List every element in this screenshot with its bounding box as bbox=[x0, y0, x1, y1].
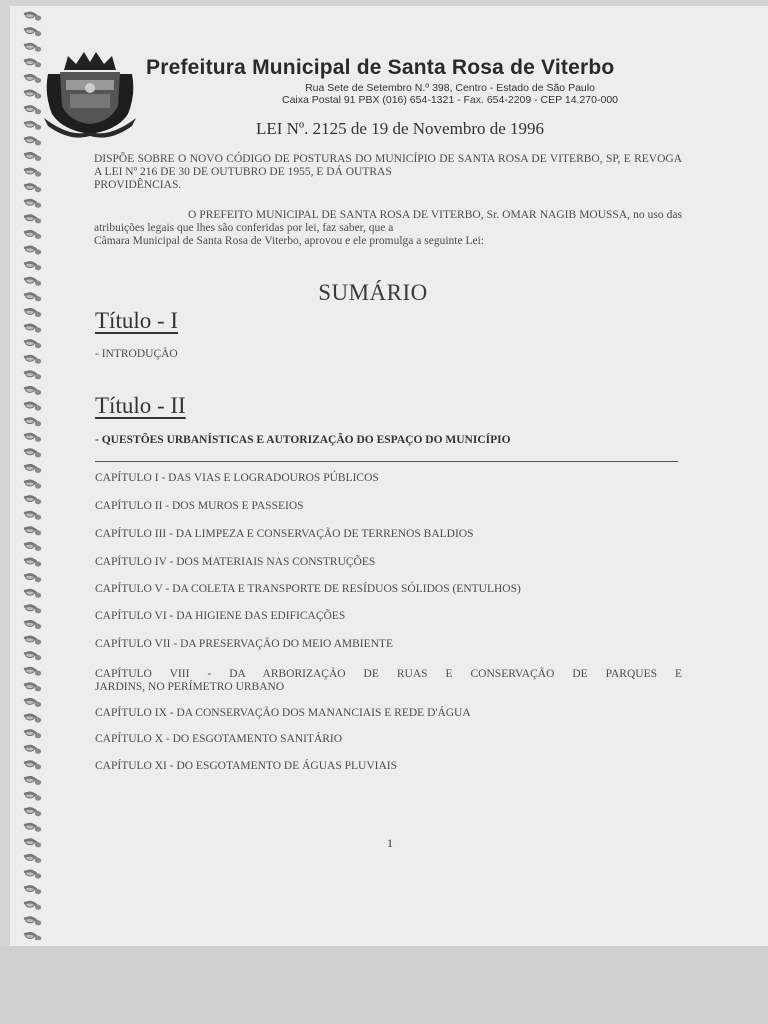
spiral-ring bbox=[24, 308, 41, 317]
spiral-ring bbox=[24, 418, 41, 427]
spiral-ring bbox=[24, 137, 41, 146]
spiral-ring bbox=[24, 402, 41, 411]
spiral-ring bbox=[24, 464, 41, 473]
spiral-ring bbox=[24, 667, 41, 676]
spiral-ring bbox=[24, 12, 41, 21]
spiral-binding bbox=[0, 0, 60, 940]
spiral-ring bbox=[24, 371, 41, 380]
spiral-ring bbox=[24, 293, 41, 302]
spiral-ring bbox=[24, 90, 41, 99]
promulgation-line: O PREFEITO MUNICIPAL DE SANTA ROSA DE VITERBO, Sr. OMAR NAGIB MOUSSA, no uso das atribuições legais que lhes são conferidas por lei, faz saber, que a bbox=[94, 209, 682, 234]
page-number: 1 bbox=[387, 836, 393, 850]
spiral-ring bbox=[24, 340, 41, 349]
titulo-2-subtitle: - QUESTÕES URBANÍSTICAS E AUTORIZAÇÃO DO ESPAÇO DO MUNICÍPIO bbox=[95, 434, 511, 446]
spiral-ring bbox=[24, 605, 41, 614]
ementa-line: PROVIDÊNCIAS. bbox=[94, 179, 182, 191]
spiral-ring bbox=[24, 917, 41, 926]
spiral-ring bbox=[24, 854, 41, 863]
spiral-ring bbox=[24, 449, 41, 458]
spiral-ring bbox=[24, 433, 41, 442]
spiral-ring bbox=[24, 168, 41, 177]
header-title: Prefeitura Municipal de Santa Rosa de Viterbo bbox=[146, 56, 615, 79]
ementa-paragraph bbox=[94, 153, 682, 192]
spiral-ring bbox=[24, 230, 41, 239]
chapter-item: CAPÍTULO VII - DA PRESERVAÇÃO DO MEIO AMBIENTE bbox=[95, 638, 393, 650]
spiral-ring bbox=[24, 839, 41, 848]
spiral-ring bbox=[24, 355, 41, 364]
spiral-ring bbox=[24, 636, 41, 645]
municipal-seal-logo bbox=[40, 44, 140, 138]
spiral-ring bbox=[24, 589, 41, 598]
chapter-item: CAPÍTULO X - DO ESGOTAMENTO SANITÁRIO bbox=[95, 733, 343, 745]
titulo-1-item: - INTRODUÇÃO bbox=[95, 348, 178, 360]
spiral-ring bbox=[24, 886, 41, 895]
spiral-ring bbox=[24, 714, 41, 723]
spiral-ring bbox=[24, 59, 41, 68]
spiral-ring bbox=[24, 574, 41, 583]
spiral-ring bbox=[24, 28, 41, 37]
chapter-item: CAPÍTULO V - DA COLETA E TRANSPORTE DE RESÍDUOS SÓLIDOS (ENTULHOS) bbox=[95, 583, 521, 595]
law-title: LEI Nº. 2125 de 19 de Novembro de 1996 bbox=[255, 119, 545, 138]
spiral-ring bbox=[24, 199, 41, 208]
spiral-ring bbox=[24, 901, 41, 910]
chapter-item: CAPÍTULO I - DAS VIAS E LOGRADOUROS PÚBLICOS bbox=[95, 472, 379, 484]
spiral-ring bbox=[24, 106, 41, 115]
spiral-ring bbox=[24, 496, 41, 505]
chapter-item: CAPÍTULO IV - DOS MATERIAIS NAS CONSTRUÇÕES bbox=[95, 556, 376, 568]
spiral-ring bbox=[24, 776, 41, 785]
chapter-item bbox=[95, 668, 682, 694]
spiral-ring bbox=[24, 121, 41, 130]
scanner-background bbox=[0, 946, 768, 1024]
promulgation-paragraph bbox=[94, 209, 682, 248]
divider bbox=[95, 461, 678, 462]
spiral-ring bbox=[24, 184, 41, 193]
spiral-ring bbox=[24, 761, 41, 770]
spiral-ring bbox=[24, 542, 41, 551]
spiral-ring bbox=[24, 932, 41, 940]
chapter-item: CAPÍTULO II - DOS MUROS E PASSEIOS bbox=[95, 500, 304, 512]
spiral-ring bbox=[24, 652, 41, 661]
titulo-2-heading: Título - II bbox=[95, 393, 186, 418]
chapter-item: CAPÍTULO IX - DA CONSERVAÇÃO DOS MANANCIAIS E REDE D'ÁGUA bbox=[95, 707, 471, 719]
spiral-ring bbox=[24, 74, 41, 83]
chapter-item: CAPÍTULO XI - DO ESGOTAMENTO DE ÁGUAS PLUVIAIS bbox=[95, 760, 398, 772]
promulgation-line: Câmara Municipal de Santa Rosa de Viterbo, aprovou e ele promulga a seguinte Lei: bbox=[94, 235, 484, 247]
chapter-item: CAPÍTULO III - DA LIMPEZA E CONSERVAÇÃO DE TERRENOS BALDIOS bbox=[95, 528, 474, 540]
spiral-ring bbox=[24, 43, 41, 52]
spiral-ring bbox=[24, 527, 41, 536]
spiral-ring bbox=[24, 620, 41, 629]
spiral-ring bbox=[24, 324, 41, 333]
ementa-line: DISPÕE SOBRE O NOVO CÓDIGO DE POSTURAS DO MUNICÍPIO DE SANTA ROSA DE VITERBO, SP, E REVOGA A LEI Nº 216 DE 30 DE OUTUBRO DE 1955, E DÁ OUTRAS bbox=[94, 153, 682, 178]
spiral-ring bbox=[24, 730, 41, 739]
spiral-ring bbox=[24, 215, 41, 224]
spiral-ring bbox=[24, 792, 41, 801]
spiral-ring bbox=[24, 698, 41, 707]
chapter-line: CAPÍTULO VIII - DA ARBORIZAÇÃO DE RUAS E CONSERVAÇÃO DE PARQUES E bbox=[95, 668, 682, 680]
spiral-ring bbox=[24, 386, 41, 395]
spiral-ring bbox=[24, 277, 41, 286]
header-address: Rua Sete de Setembro N.º 398, Centro - Estado de São Paulo bbox=[305, 82, 595, 94]
spiral-ring bbox=[24, 558, 41, 567]
spiral-ring bbox=[24, 511, 41, 520]
spiral-ring bbox=[24, 262, 41, 271]
titulo-1-heading: Título - I bbox=[95, 308, 179, 333]
spiral-ring bbox=[24, 480, 41, 489]
spiral-ring bbox=[24, 823, 41, 832]
summary-heading: SUMÁRIO bbox=[318, 280, 428, 305]
spiral-ring bbox=[24, 152, 41, 161]
spiral-ring bbox=[24, 745, 41, 754]
chapter-line: JARDINS, NO PERÍMETRO URBANO bbox=[95, 681, 285, 693]
chapter-item: CAPÍTULO VI - DA HIGIENE DAS EDIFICAÇÕES bbox=[95, 610, 346, 622]
spiral-ring bbox=[24, 808, 41, 817]
spiral-ring bbox=[24, 683, 41, 692]
spiral-ring bbox=[24, 246, 41, 255]
header-contact: Caixa Postal 91 PBX (016) 654-1321 - Fax. 654-2209 - CEP 14.270-000 bbox=[281, 94, 618, 106]
spiral-ring bbox=[24, 870, 41, 879]
